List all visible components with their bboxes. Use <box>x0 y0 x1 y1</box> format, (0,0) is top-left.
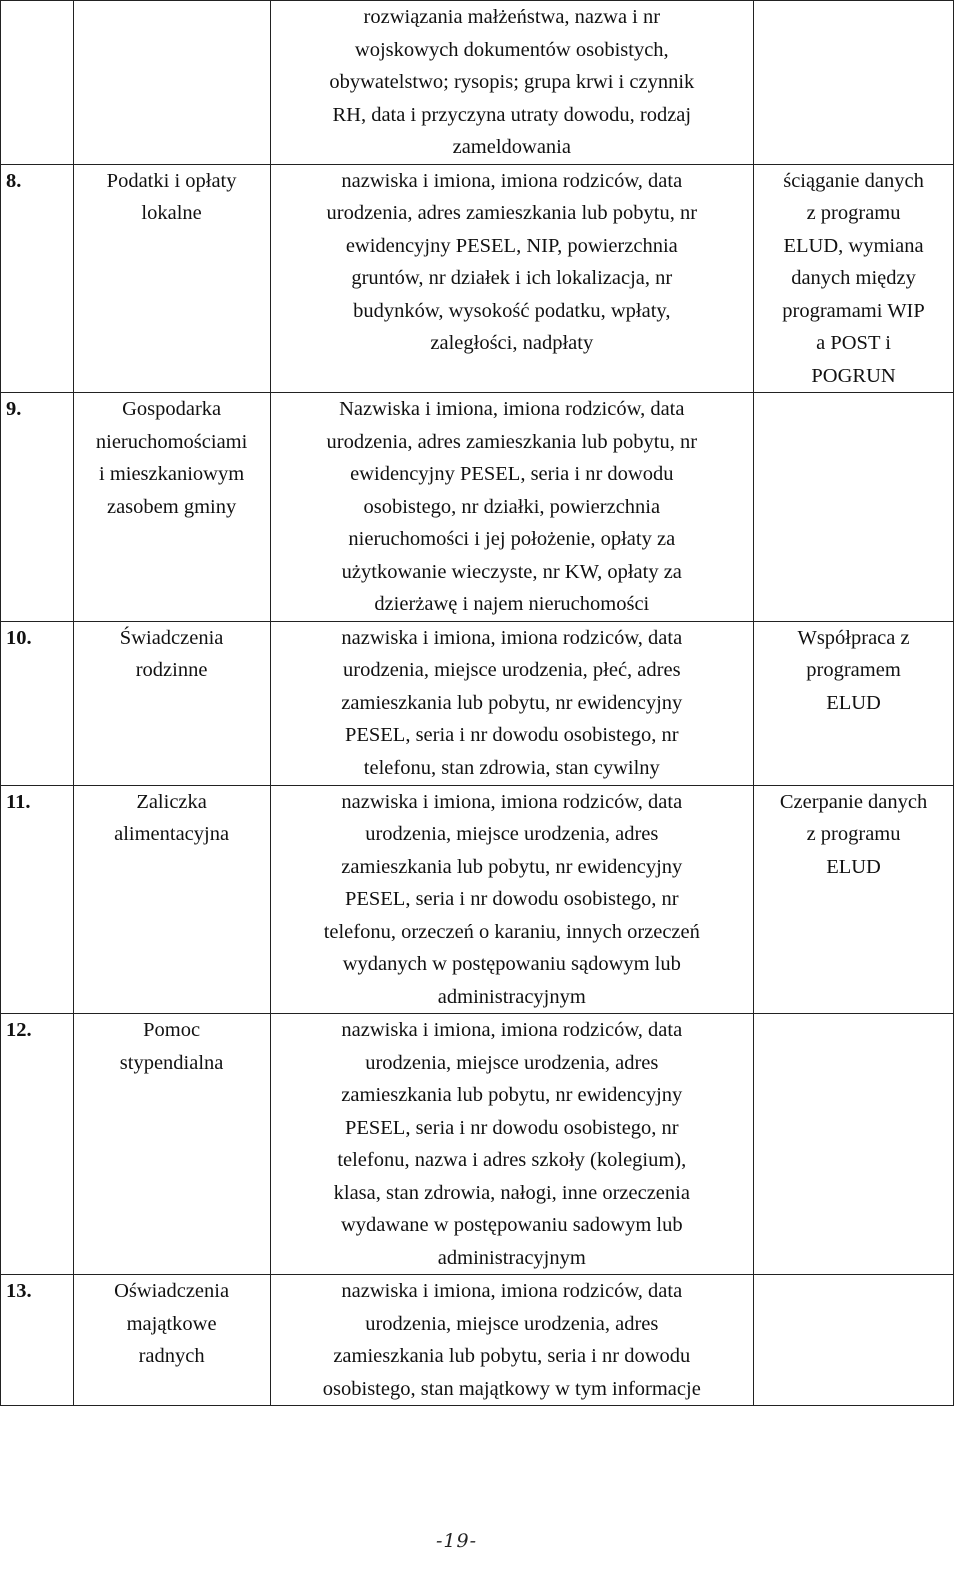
data-source-cell <box>754 1275 954 1406</box>
personal-data-line: RH, data i przyczyna utraty dowodu, rodzaj <box>332 103 692 126</box>
register-name-cell <box>73 1275 270 1406</box>
register-name-line: Gospodarka <box>122 398 222 420</box>
personal-data-cell <box>270 621 754 785</box>
personal-data-line: budynków, wysokość podatku, wpłaty, <box>353 299 671 322</box>
row-number: 11. <box>1 785 74 1014</box>
personal-data-line: rozwiązania małżeństwa, nazwa i nr <box>363 6 661 28</box>
personal-data-line: zamieszkania lub pobytu, seria i nr dowodu <box>333 1345 691 1367</box>
data-source-line: z programu <box>806 823 901 845</box>
data-source-cell <box>754 1 954 165</box>
personal-data-cell <box>270 1 754 165</box>
data-source-cell <box>754 621 954 785</box>
page-number: -19- <box>436 1530 478 1552</box>
register-name-cell <box>73 785 270 1014</box>
personal-data-line: Nazwiska i imiona, imiona rodziców, data <box>339 398 685 420</box>
register-name-line: Pomoc <box>143 1019 201 1041</box>
data-source-line: programami WIP <box>782 299 925 322</box>
data-source-line: POGRUN <box>811 364 896 387</box>
row-number: 12. <box>1 1014 74 1275</box>
personal-data-line: administracyjnym <box>437 985 586 1008</box>
personal-data-line: urodzenia, adres zamieszkania lub pobytu, nr <box>326 430 698 453</box>
personal-data-line: nazwiska i imiona, imiona rodziców, data <box>341 626 683 649</box>
table-row <box>1 1 954 165</box>
register-name-cell <box>73 621 270 785</box>
data-source-line: z programu <box>806 202 901 224</box>
register-name-line: radnych <box>138 1345 205 1367</box>
personal-data-cell <box>270 1014 754 1275</box>
personal-data-line: telefonu, orzeczeń o karaniu, innych orzeczeń <box>323 920 700 943</box>
personal-data-line: użytkowanie wieczyste, nr KW, opłaty za <box>341 560 682 583</box>
register-name-line: majątkowe <box>126 1312 217 1335</box>
table-row <box>1 785 954 1014</box>
personal-data-line: gruntów, nr działek i ich lokalizacja, nr <box>351 267 673 289</box>
row-number: 10. <box>1 621 74 785</box>
data-source-line: a POST i <box>816 332 891 354</box>
register-name-line: Oświadczenia <box>114 1280 230 1302</box>
personal-data-line: urodzenia, miejsce urodzenia, adres <box>365 823 659 845</box>
personal-data-line: nazwiska i imiona, imiona rodziców, data <box>341 169 683 192</box>
data-source-line: danych między <box>791 267 916 289</box>
data-source-line: Czerpanie danych <box>779 790 928 813</box>
table-row <box>1 393 954 622</box>
data-source-cell <box>754 393 954 622</box>
data-source-line: ELUD <box>826 855 881 878</box>
personal-data-line: wydanych w postępowaniu sądowym lub <box>342 953 681 975</box>
row-number: 13. <box>1 1275 74 1406</box>
register-name-line: nieruchomościami <box>95 430 248 453</box>
personal-data-line: osobistego, nr działki, powierzchnia <box>363 495 661 518</box>
row-number: 9. <box>1 393 74 622</box>
personal-data-line: zamieszkania lub pobytu, nr ewidencyjny <box>341 855 683 878</box>
personal-data-line: zamieszkania lub pobytu, nr ewidencyjny <box>341 691 683 714</box>
personal-data-line: wydawane w postępowaniu sadowym lub <box>340 1214 683 1236</box>
personal-data-line: PESEL, seria i nr dowodu osobistego, nr <box>344 724 679 746</box>
personal-data-cell <box>270 164 754 393</box>
personal-data-line: nazwiska i imiona, imiona rodziców, data <box>341 1019 683 1041</box>
personal-data-line: urodzenia, adres zamieszkania lub pobytu, nr <box>326 202 698 224</box>
personal-data-line: wojskowych dokumentów osobistych, <box>354 38 669 61</box>
data-source-cell <box>754 785 954 1014</box>
personal-data-line: PESEL, seria i nr dowodu osobistego, nr <box>344 888 679 910</box>
personal-data-line: nieruchomości i jej położenie, opłaty za <box>348 528 676 550</box>
personal-data-line: telefonu, stan zdrowia, stan cywilny <box>363 756 660 779</box>
personal-data-line: nazwiska i imiona, imiona rodziców, data <box>341 790 683 813</box>
row-number: 8. <box>1 164 74 393</box>
personal-data-line: ewidencyjny PESEL, seria i nr dowodu <box>350 463 674 485</box>
data-source-line: programem <box>806 659 901 681</box>
table-row <box>1 1014 954 1275</box>
row-number <box>1 1 74 165</box>
data-source-line: ELUD, wymiana <box>783 234 924 257</box>
data-source-line: ELUD <box>826 691 881 714</box>
personal-data-line: administracyjnym <box>437 1246 586 1269</box>
personal-data-cell <box>270 393 754 622</box>
personal-data-line: urodzenia, miejsce urodzenia, adres <box>365 1051 659 1074</box>
personal-data-line: klasa, stan zdrowia, nałogi, inne orzeczenia <box>333 1181 690 1204</box>
personal-data-line: zameldowania <box>452 136 571 158</box>
register-name-line: Podatki i opłaty <box>106 169 237 192</box>
register-name-cell <box>73 164 270 393</box>
register-name-line: alimentacyjna <box>114 823 230 845</box>
personal-data-line: zamieszkania lub pobytu, nr ewidencyjny <box>341 1084 683 1106</box>
personal-data-line: ewidencyjny PESEL, NIP, powierzchnia <box>345 234 678 257</box>
data-source-line: ściąganie danych <box>783 169 924 192</box>
register-name-line: Świadczenia <box>119 626 224 649</box>
data-source-cell <box>754 1014 954 1275</box>
data-source-cell <box>754 164 954 393</box>
register-name-cell <box>73 1014 270 1275</box>
table-body <box>1 1 954 1406</box>
register-name-cell <box>73 1 270 165</box>
personal-data-line: urodzenia, miejsce urodzenia, płeć, adres <box>343 659 681 681</box>
personal-data-line: telefonu, nazwa i adres szkoły (kolegium), <box>337 1149 687 1171</box>
register-name-line: zasobem gminy <box>106 495 237 518</box>
personal-data-line: dzierżawę i najem nieruchomości <box>374 593 650 615</box>
personal-data-line: nazwiska i imiona, imiona rodziców, data <box>341 1280 683 1302</box>
table-row <box>1 621 954 785</box>
register-name-cell <box>73 393 270 622</box>
personal-data-cell <box>270 785 754 1014</box>
register-name-line: rodzinne <box>135 659 208 681</box>
register-name-line: i mieszkaniowym <box>99 463 245 485</box>
data-source-line: Współpraca z <box>797 626 910 649</box>
table-row <box>1 164 954 393</box>
register-name-line: Zaliczka <box>136 790 207 813</box>
personal-data-line: obywatelstwo; rysopis; grupa krwi i czynnik <box>329 71 695 93</box>
personal-data-line: urodzenia, miejsce urodzenia, adres <box>365 1312 659 1335</box>
personal-data-cell <box>270 1275 754 1406</box>
register-name-line: stypendialna <box>119 1051 224 1074</box>
personal-data-line: osobistego, stan majątkowy w tym informacje <box>322 1377 701 1400</box>
personal-data-line: PESEL, seria i nr dowodu osobistego, nr <box>344 1116 679 1139</box>
register-name-line: lokalne <box>141 202 202 224</box>
table-row <box>1 1275 954 1406</box>
personal-data-line: zaległości, nadpłaty <box>430 332 594 354</box>
